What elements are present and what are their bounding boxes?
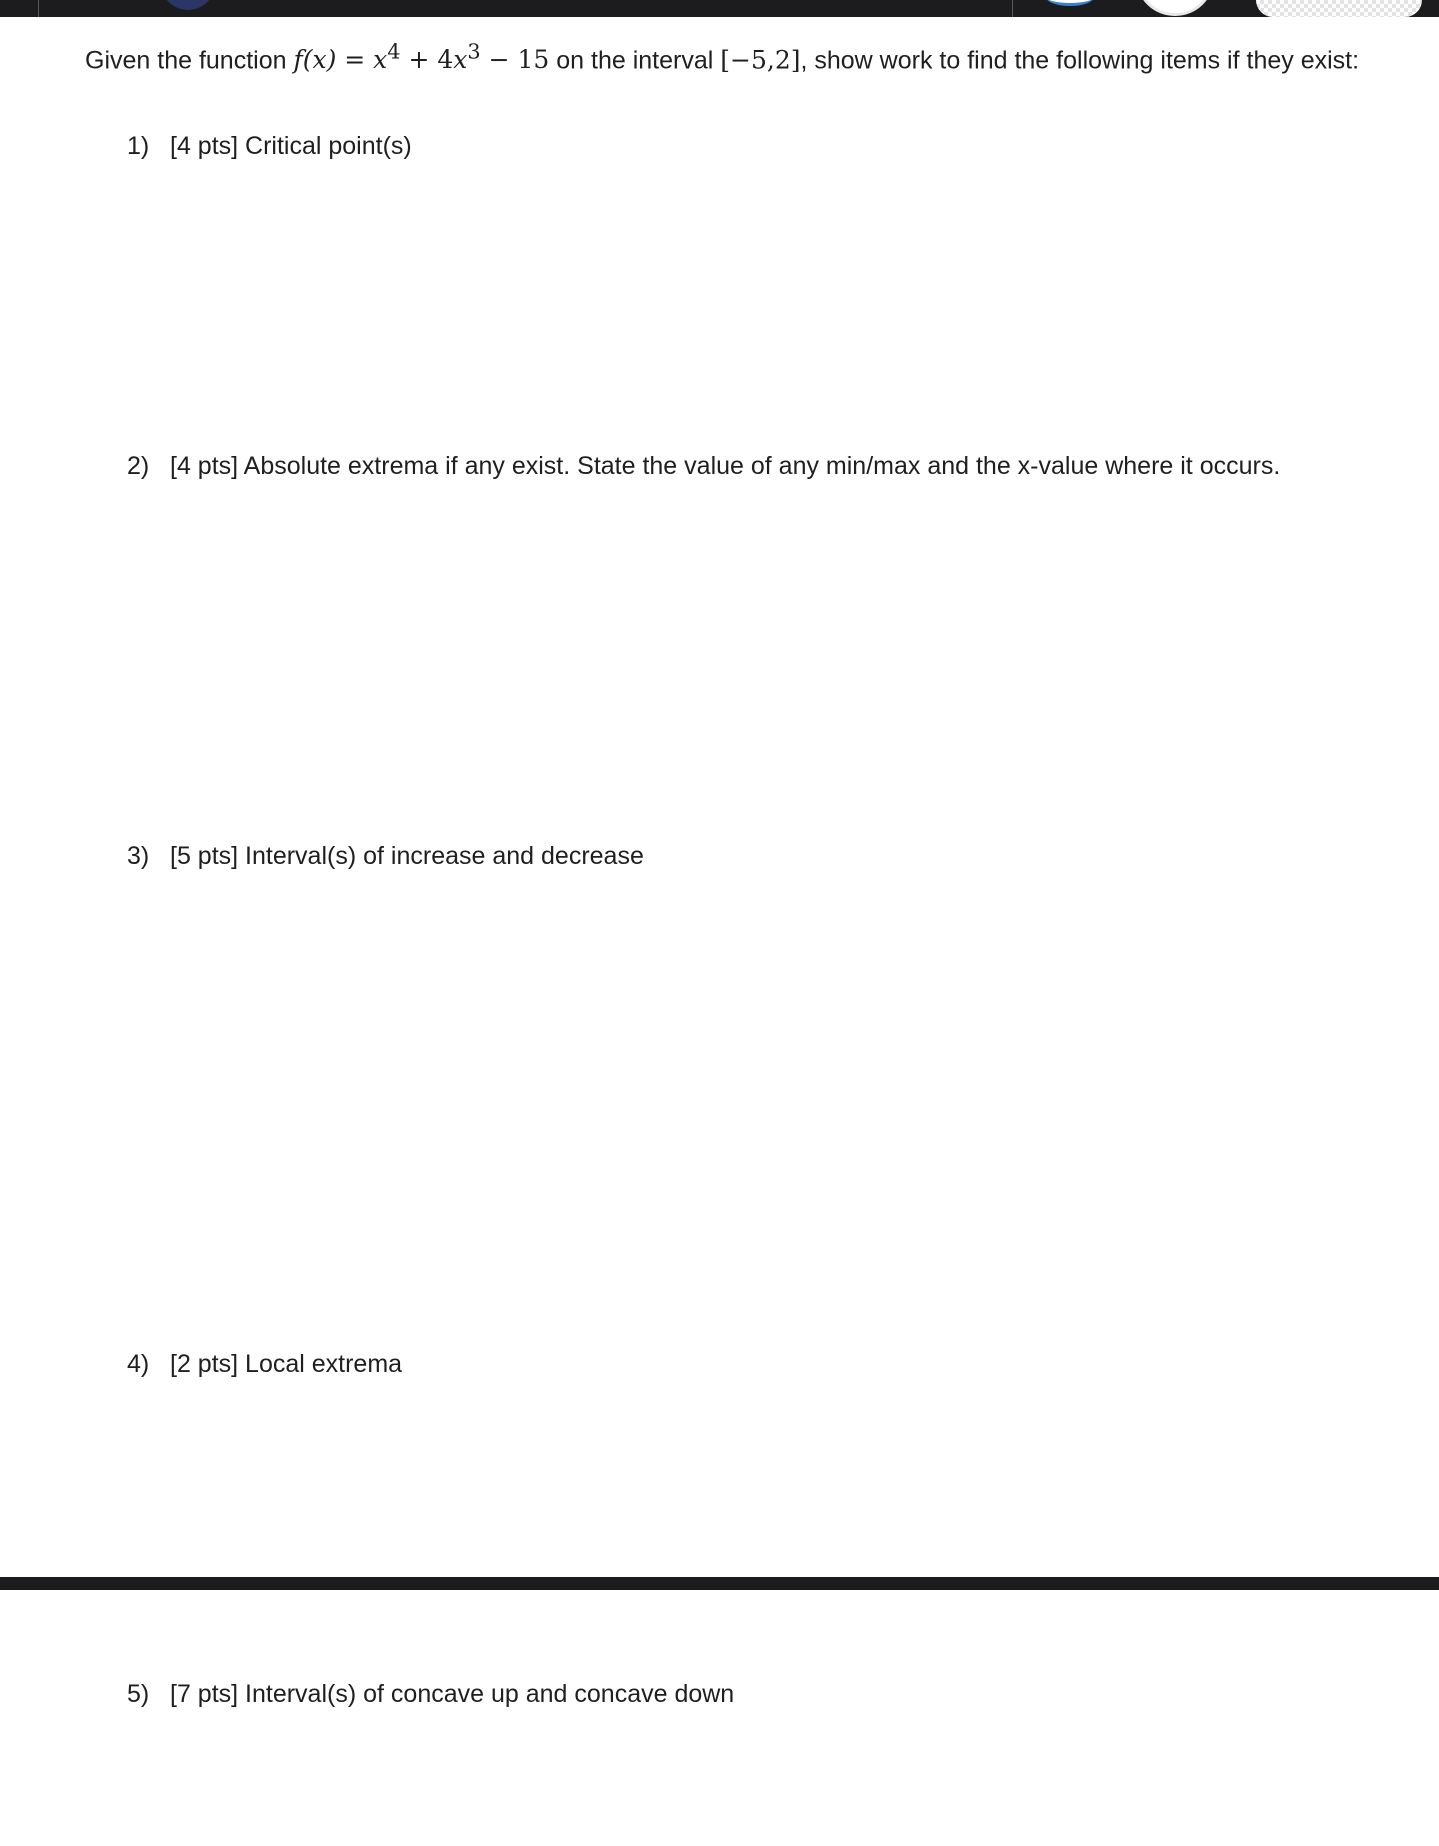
question-number: 4) xyxy=(127,1350,150,1378)
question-2 xyxy=(127,450,1280,482)
intro-text-middle: on the interval xyxy=(549,46,721,75)
question-4 xyxy=(127,1348,402,1380)
question-text: [7 pts] Interval(s) of concave up and concave down xyxy=(170,1680,735,1708)
question-number: 3) xyxy=(127,842,150,870)
equals-sign: = xyxy=(336,45,374,75)
term2-base: x xyxy=(453,45,468,75)
page-break-bar xyxy=(0,1577,1439,1590)
blue-circle-button[interactable] xyxy=(1046,0,1094,6)
toolbar-divider xyxy=(1012,0,1013,17)
question-1 xyxy=(127,130,412,162)
toolbar-divider xyxy=(38,0,39,17)
question-text: [4 pts] Critical point(s) xyxy=(170,132,412,160)
intro-text-end: , show work to find the following items if they exist: xyxy=(800,46,1360,75)
problem-statement xyxy=(85,33,1375,79)
top-toolbar-strip xyxy=(0,0,1439,17)
question-number: 1) xyxy=(127,132,150,160)
transparent-swatch[interactable] xyxy=(1256,0,1422,17)
question-3 xyxy=(127,840,644,872)
plus-sign: + xyxy=(400,45,438,75)
question-text: [5 pts] Interval(s) of increase and decrease xyxy=(170,842,644,870)
intro-text-start: Given the function xyxy=(85,46,294,75)
white-circle-button[interactable] xyxy=(1136,0,1214,16)
term1-base: x xyxy=(373,45,388,75)
function-name: f(x) xyxy=(293,45,337,75)
question-number: 2) xyxy=(127,452,150,480)
question-text: [4 pts] Absolute extrema if any exist. State the value of any min/max and the x-value where it occurs. xyxy=(170,452,1281,480)
constant-term: 15 xyxy=(517,45,550,75)
term2-exponent: 3 xyxy=(467,40,481,64)
function-expression xyxy=(293,40,550,75)
term2-coefficient: 4 xyxy=(437,45,454,75)
question-number: 5) xyxy=(127,1680,150,1708)
navy-circle-button[interactable] xyxy=(158,0,218,10)
question-5 xyxy=(127,1678,734,1710)
interval-expression: [−5,2] xyxy=(720,45,801,75)
term1-exponent: 4 xyxy=(387,40,401,64)
question-text: [2 pts] Local extrema xyxy=(170,1350,403,1378)
minus-sign: − xyxy=(480,45,518,75)
